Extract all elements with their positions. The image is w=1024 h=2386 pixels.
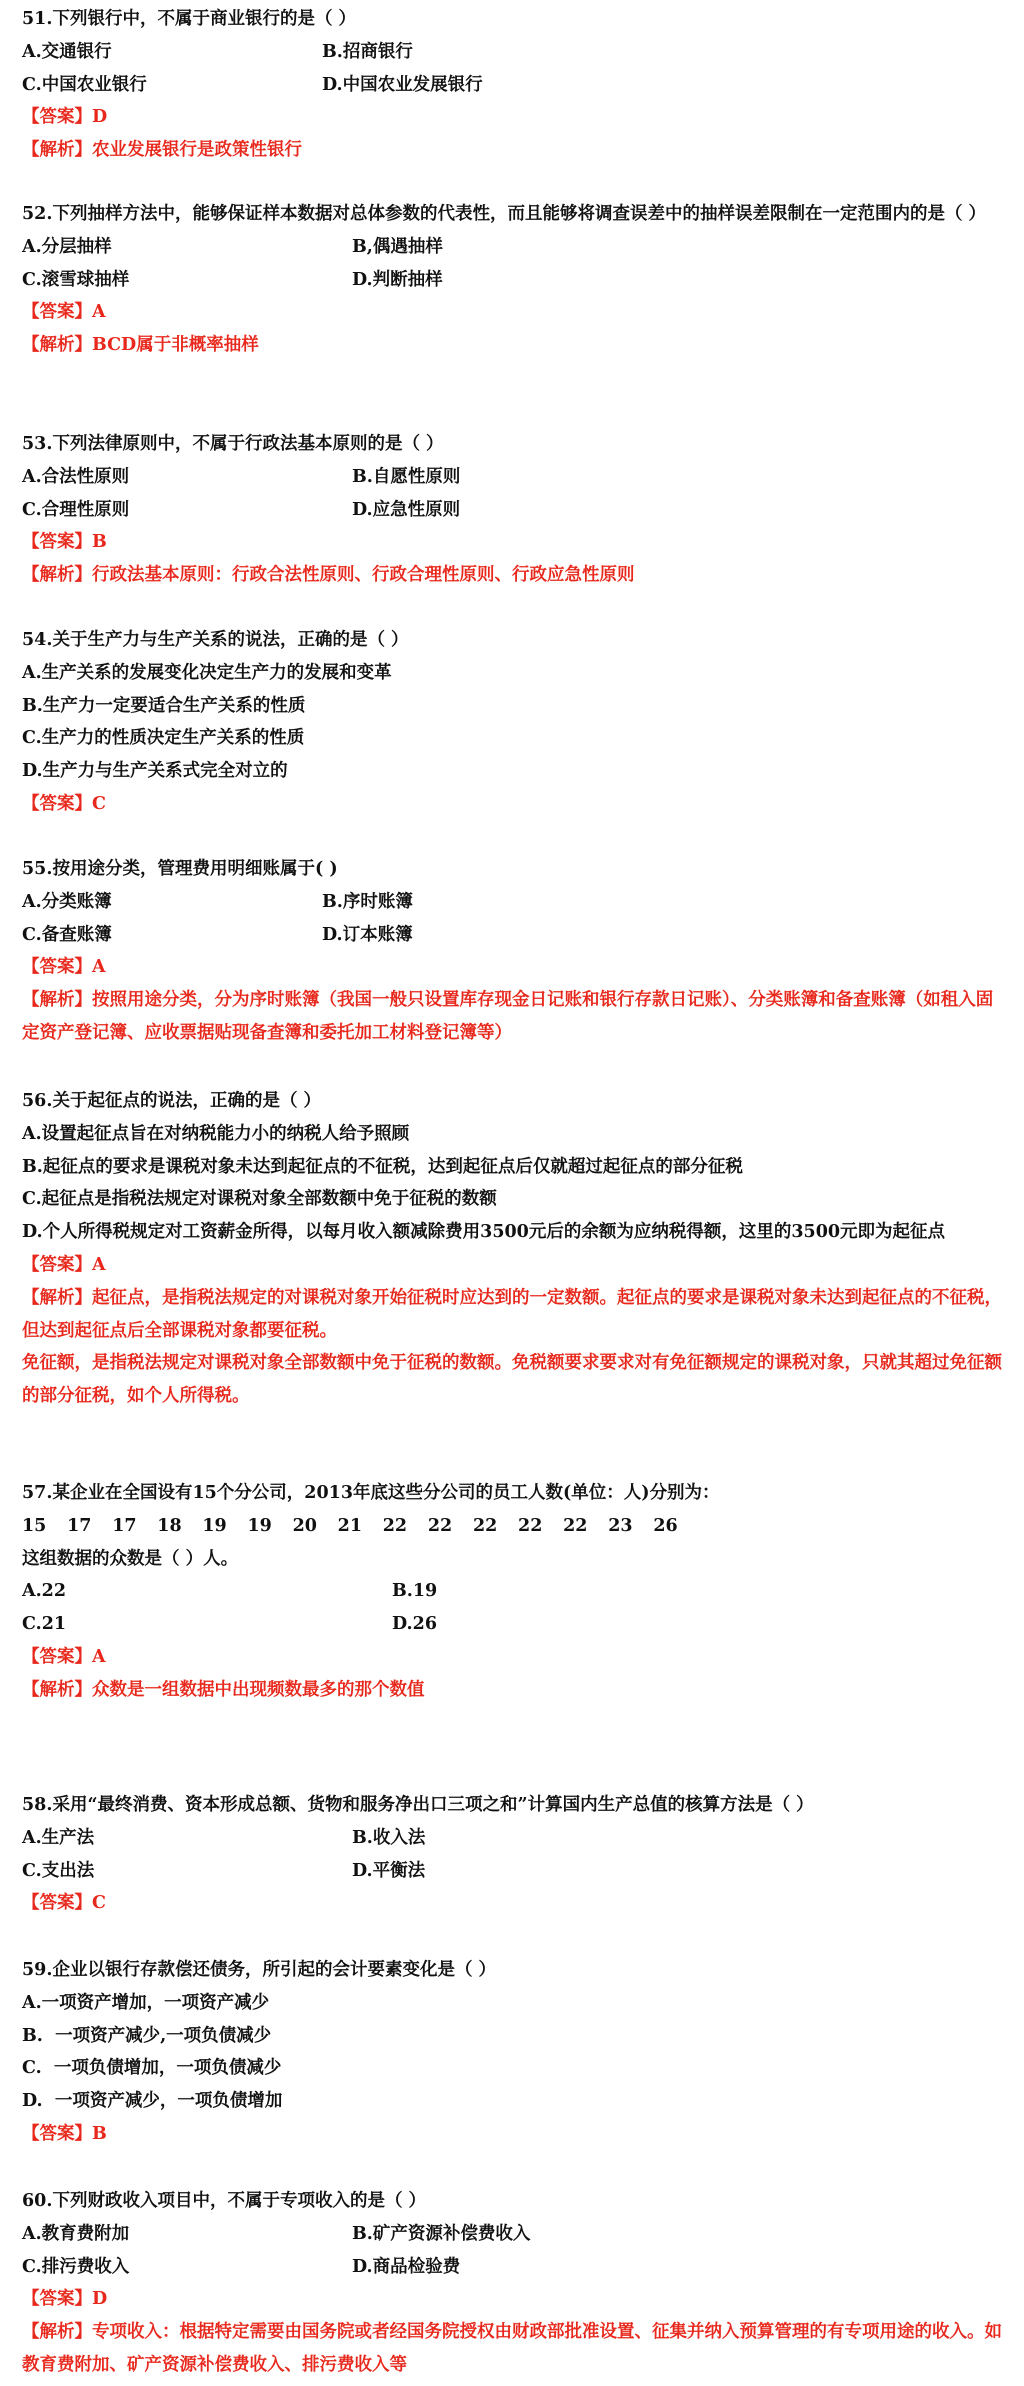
- option-b: B.矿产资源补偿费收入: [352, 2223, 531, 2244]
- number: 21: [337, 1515, 363, 1536]
- number: 22: [382, 1515, 408, 1536]
- explanation: 【解析】农业发展银行是政策性银行: [22, 140, 302, 161]
- answer: 【答案】A: [22, 957, 106, 978]
- option-b: B.序时账簿: [322, 891, 413, 912]
- question-55: [22, 853, 1007, 1050]
- number: 17: [67, 1515, 92, 1536]
- number-list: [22, 1510, 1007, 1543]
- question-text: 56.关于起征点的说法，正确的是（ ）: [22, 1091, 322, 1111]
- option-d: D.26: [392, 1614, 437, 1635]
- answer: 【答案】A: [22, 302, 106, 323]
- options: [22, 461, 1007, 527]
- question-text: 53.下列法律原则中，不属于行政法基本原则的是（ ）: [22, 434, 444, 454]
- question-text-continued: 这组数据的众数是（ ）人。: [22, 1548, 239, 1569]
- number: 15: [22, 1515, 47, 1536]
- option-d: D.平衡法: [352, 1860, 426, 1881]
- question-text: 59.企业以银行存款偿还债务，所引起的会计要素变化是（ ）: [22, 1960, 497, 1980]
- option-b: B.生产力一定要适合生产关系的性质: [22, 695, 306, 716]
- answer: 【答案】B: [22, 2123, 107, 2144]
- question-text: 58.采用“最终消费、资本形成总额、货物和服务净出口三项之和”计算国内生产总值的核算方法是（ ）: [22, 1795, 814, 1815]
- number: 17: [112, 1515, 137, 1536]
- answer: 【答案】A: [22, 1646, 106, 1667]
- option-c: C.生产力的性质决定生产关系的性质: [22, 728, 305, 749]
- explanation-continued: 免征额，是指税法规定对课税对象全部数额中免于征税的数额。免税额要求要求对有免征额规定的课税对象，只就其超过免征额的部分征税，如个人所得税。: [22, 1353, 1002, 1407]
- options: [22, 2218, 1007, 2284]
- options: [22, 1987, 1007, 2118]
- option-a: A.一项资产增加，一项资产减少: [22, 1992, 270, 2013]
- question-56: [22, 1085, 1007, 1413]
- option-c: C.支出法: [22, 1860, 95, 1881]
- answer: 【答案】A: [22, 1254, 106, 1275]
- question-53: [22, 428, 1007, 592]
- number: 22: [427, 1515, 453, 1536]
- explanation: 【解析】众数是一组数据中出现频数最多的那个数值: [22, 1679, 425, 1700]
- option-d: D. 一项资产减少，一项负债增加: [22, 2091, 283, 2112]
- option-a: A.交通银行: [22, 41, 112, 62]
- options: [22, 1118, 1007, 1249]
- options: [22, 231, 1007, 297]
- number: 19: [202, 1515, 227, 1536]
- option-b: B.起征点的要求是课税对象未达到起征点的不征税，达到起征点后仅就超过起征点的部分征税: [22, 1156, 743, 1177]
- question-51: [22, 3, 1007, 167]
- question-58: [22, 1789, 1007, 1920]
- option-c: C.排污费收入: [22, 2256, 130, 2277]
- option-a: A.设置起征点旨在对纳税能力小的纳税人给予照顾: [22, 1123, 410, 1144]
- option-c: C.滚雪球抽样: [22, 269, 130, 290]
- option-d: D.个人所得税规定对工资薪金所得，以每月收入额减除费用3500元后的余额为应纳税得额，这里的3500元即为起征点: [22, 1222, 946, 1243]
- option-a: A.分类账簿: [22, 891, 112, 912]
- options: [22, 657, 1007, 788]
- explanation: 【解析】起征点，是指税法规定的对课税对象开始征税时应达到的一定数额。起征点的要求是课税对象未达到起征点的不征税，但达到起征点后全部课税对象都要征税。: [22, 1287, 1002, 1341]
- option-b: B.收入法: [352, 1827, 426, 1848]
- options: [22, 36, 1007, 102]
- option-b: B.19: [392, 1581, 438, 1602]
- option-c: C. 一项负债增加，一项负债减少: [22, 2058, 282, 2079]
- number: 22: [472, 1515, 498, 1536]
- answer: 【答案】C: [22, 793, 106, 814]
- question-54: [22, 624, 1007, 821]
- option-c: C.合理性原则: [22, 499, 130, 520]
- options: [22, 886, 1007, 952]
- answer: 【答案】D: [22, 2289, 108, 2310]
- option-b: B.自愿性原则: [352, 466, 461, 487]
- option-a: A.教育费附加: [22, 2223, 130, 2244]
- option-c: C.中国农业银行: [22, 74, 147, 95]
- question-59: [22, 1954, 1007, 2151]
- option-d: D.商品检验费: [352, 2256, 461, 2277]
- question-text: 55.按用途分类，管理费用明细账属于( ): [22, 859, 338, 879]
- number: 18: [157, 1515, 182, 1536]
- number: 26: [653, 1515, 678, 1536]
- question-text: 60.下列财政收入项目中，不属于专项收入的是（ ）: [22, 2191, 427, 2211]
- answer: 【答案】C: [22, 1893, 106, 1914]
- question-text: 57.某企业在全国设有15个分公司，2013年底这些分公司的员工人数(单位：人)分别为：: [22, 1483, 720, 1503]
- option-d: D.生产力与生产关系式完全对立的: [22, 761, 288, 782]
- option-c: C.起征点是指税法规定对课税对象全部数额中免于征税的数额: [22, 1189, 497, 1210]
- option-b: B. 一项资产减少,一项负债减少: [22, 2025, 272, 2046]
- number: 20: [292, 1515, 317, 1536]
- option-a: A.合法性原则: [22, 466, 130, 487]
- option-a: A.22: [22, 1581, 67, 1602]
- options: [22, 1575, 1007, 1641]
- explanation: 【解析】专项收入：根据特定需要由国务院或者经国务院授权由财政部批准设置、征集并纳入预算管理的有专项用途的收入。如教育费附加、矿产资源补偿费收入、排污费收入等: [22, 2322, 1002, 2375]
- question-text: 51.下列银行中，不属于商业银行的是（ ）: [22, 9, 357, 29]
- explanation: 【解析】行政法基本原则：行政合法性原则、行政合理性原则、行政应急性原则: [22, 565, 635, 586]
- number: 22: [563, 1515, 588, 1536]
- option-a: A.生产关系的发展变化决定生产力的发展和变革: [22, 662, 392, 683]
- number: 23: [608, 1515, 633, 1536]
- option-a: A.生产法: [22, 1827, 95, 1848]
- option-b: B.招商银行: [322, 41, 413, 62]
- option-b: B,偶遇抽样: [352, 236, 443, 257]
- option-d: D.订本账簿: [322, 924, 413, 945]
- option-c: C.备查账簿: [22, 924, 112, 945]
- option-a: A.分层抽样: [22, 236, 112, 257]
- question-57: [22, 1477, 1007, 1707]
- question-text: 52.下列抽样方法中，能够保证样本数据对总体参数的代表性，而且能够将调查误差中的抽样误差限制在一定范围内的是（ ）: [22, 204, 987, 224]
- answer: 【答案】D: [22, 107, 108, 128]
- options: [22, 1822, 1007, 1888]
- option-d: D.应急性原则: [352, 499, 461, 520]
- question-text: 54.关于生产力与生产关系的说法，正确的是（ ）: [22, 630, 409, 650]
- option-c: C.21: [22, 1614, 67, 1635]
- number: 19: [247, 1515, 272, 1536]
- answer: 【答案】B: [22, 532, 107, 553]
- explanation: 【解析】按照用途分类，分为序时账簿（我国一般只设置库存现金日记账和银行存款日记账）、分类账簿和备查账簿（如租入固定资产登记簿、应收票据贴现备查簿和委托加工材料登记簿等）: [22, 990, 994, 1043]
- number: 22: [518, 1515, 543, 1536]
- question-52: [22, 198, 1007, 362]
- explanation: 【解析】BCD属于非概率抽样: [22, 335, 259, 356]
- option-d: D.判断抽样: [352, 269, 443, 290]
- option-d: D.中国农业发展银行: [322, 74, 483, 95]
- question-60: [22, 2185, 1007, 2382]
